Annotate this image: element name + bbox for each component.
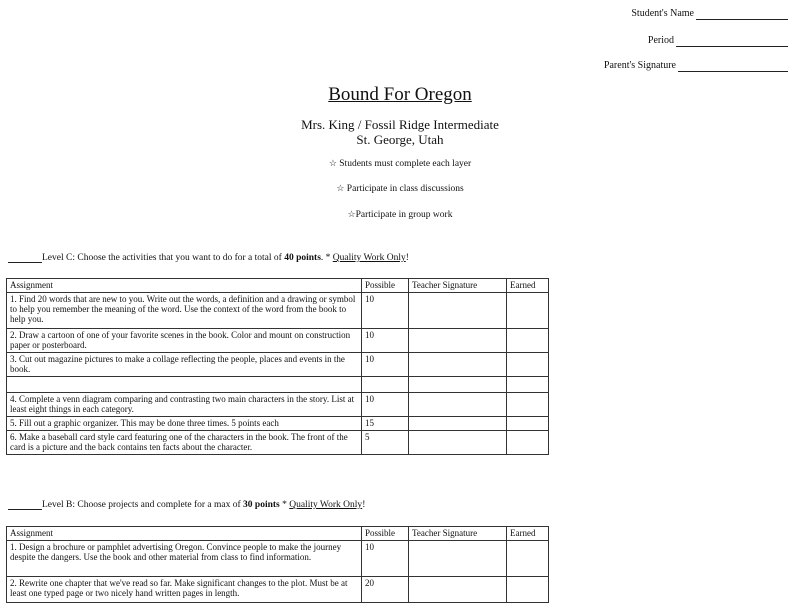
requirement-item bbox=[0, 183, 800, 194]
period-line[interactable] bbox=[676, 36, 788, 47]
level-b-points: 30 points bbox=[243, 500, 280, 510]
table-row bbox=[7, 377, 549, 393]
teacher-signature-cell[interactable] bbox=[409, 431, 507, 455]
requirement-item bbox=[0, 209, 800, 220]
teacher-signature-cell[interactable] bbox=[409, 377, 507, 393]
header-assignment: Assignment bbox=[7, 527, 362, 541]
level-b-checkbox-line[interactable] bbox=[8, 500, 42, 510]
earned-cell[interactable] bbox=[507, 329, 549, 353]
star-outline-icon: ☆ bbox=[347, 209, 356, 219]
teacher-signature-cell[interactable] bbox=[409, 329, 507, 353]
possible-cell: 10 bbox=[362, 293, 409, 329]
level-c-table bbox=[6, 278, 549, 455]
level-b-end: ! bbox=[362, 500, 366, 510]
student-name-label: Student's Name bbox=[631, 8, 694, 19]
table-header-row bbox=[7, 527, 549, 541]
earned-cell[interactable] bbox=[507, 377, 549, 393]
earned-cell[interactable] bbox=[507, 393, 549, 417]
possible-cell: 20 bbox=[362, 577, 409, 603]
table-row bbox=[7, 353, 549, 377]
assignment-cell: 2. Draw a cartoon of one of your favorite scenes in the book. Color and mount on construction paper or posterboard. bbox=[7, 329, 362, 353]
earned-cell[interactable] bbox=[507, 431, 549, 455]
assignment-cell: 1. Design a brochure or pamphlet advertising Oregon. Convince people to make the journey despite the dangers. Use the book and other material from class to find information. bbox=[7, 541, 362, 577]
star-outline-icon: ☆ bbox=[328, 158, 337, 168]
location-line: St. George, Utah bbox=[356, 132, 444, 147]
earned-cell[interactable] bbox=[507, 417, 549, 431]
parent-signature-line[interactable] bbox=[678, 61, 788, 72]
requirement-text: Students must complete each layer bbox=[339, 159, 472, 169]
parent-signature-label: Parent's Signature bbox=[603, 60, 676, 71]
possible-cell: 10 bbox=[362, 329, 409, 353]
header-earned: Earned bbox=[507, 279, 549, 293]
table-header-row bbox=[7, 279, 549, 293]
assignment-cell: 2. Rewrite one chapter that we've read so far. Make significant changes to the plot. Must be at least one typed page or two nicely hand written pages in length. bbox=[7, 577, 362, 603]
possible-cell: 10 bbox=[362, 353, 409, 377]
header-earned: Earned bbox=[507, 527, 549, 541]
level-c-text-after: . * bbox=[320, 253, 333, 263]
teacher-signature-cell[interactable] bbox=[409, 293, 507, 329]
level-c-end: ! bbox=[405, 253, 409, 263]
assignment-cell bbox=[7, 377, 362, 393]
header-possible: Possible bbox=[362, 527, 409, 541]
table-row bbox=[7, 431, 549, 455]
earned-cell[interactable] bbox=[507, 293, 549, 329]
parent-signature-field[interactable] bbox=[604, 60, 788, 72]
teacher-signature-cell[interactable] bbox=[409, 577, 507, 603]
table-row bbox=[7, 577, 549, 603]
requirement-item bbox=[0, 158, 800, 169]
assignment-cell: 6. Make a baseball card style card featuring one of the characters in the book. The front of the card is a picture and the back contains ten facts about the character. bbox=[7, 431, 362, 455]
assignment-cell: 1. Find 20 words that are new to you. Write out the words, a definition and a drawing or symbol to help you remember the meaning of the word. Use the context of the word from the book to help you. bbox=[7, 293, 362, 329]
level-c-text: Level C: Choose the activities that you want to do for a total of bbox=[42, 253, 285, 263]
level-b-text-after: * bbox=[279, 500, 290, 510]
level-b-table bbox=[6, 526, 549, 603]
level-c-checkbox-line[interactable] bbox=[8, 253, 42, 263]
requirement-text: Participate in class discussions bbox=[346, 184, 464, 194]
assignment-cell: 3. Cut out magazine pictures to make a collage reflecting the people, places and events in the book. bbox=[7, 353, 362, 377]
possible-cell: 10 bbox=[362, 541, 409, 577]
possible-cell bbox=[362, 377, 409, 393]
teacher-signature-cell[interactable] bbox=[409, 393, 507, 417]
possible-cell: 10 bbox=[362, 393, 409, 417]
table-row bbox=[7, 329, 549, 353]
header-teacher-signature: Teacher Signature bbox=[409, 279, 507, 293]
possible-cell: 15 bbox=[362, 417, 409, 431]
student-name-line[interactable] bbox=[696, 9, 788, 20]
table-row bbox=[7, 417, 549, 431]
level-c-points: 40 points bbox=[284, 253, 321, 263]
header-teacher-signature: Teacher Signature bbox=[409, 527, 507, 541]
period-label: Period bbox=[647, 35, 674, 46]
student-name-field[interactable] bbox=[631, 8, 788, 20]
level-b-instructions bbox=[8, 500, 365, 510]
teacher-line: Mrs. King / Fossil Ridge Intermediate bbox=[301, 117, 499, 132]
teacher-signature-cell[interactable] bbox=[409, 541, 507, 577]
possible-cell: 5 bbox=[362, 431, 409, 455]
assignment-cell: 5. Fill out a graphic organizer. This may be done three times. 5 points each bbox=[7, 417, 362, 431]
table-row bbox=[7, 393, 549, 417]
document-title: Bound For Oregon bbox=[328, 84, 472, 105]
teacher-signature-cell[interactable] bbox=[409, 417, 507, 431]
teacher-info bbox=[0, 117, 800, 147]
teacher-signature-cell[interactable] bbox=[409, 353, 507, 377]
requirement-text: Participate in group work bbox=[355, 210, 453, 220]
table-row bbox=[7, 293, 549, 329]
star-outline-icon: ☆ bbox=[336, 183, 345, 193]
earned-cell[interactable] bbox=[507, 577, 549, 603]
level-b-quality-note: Quality Work Only bbox=[289, 500, 363, 510]
header-assignment: Assignment bbox=[7, 279, 362, 293]
level-c-instructions bbox=[8, 253, 409, 263]
level-c-quality-note: Quality Work Only bbox=[332, 253, 406, 263]
period-field[interactable] bbox=[648, 35, 788, 47]
table-row bbox=[7, 541, 549, 577]
earned-cell[interactable] bbox=[507, 353, 549, 377]
earned-cell[interactable] bbox=[507, 541, 549, 577]
level-b-text: Level B: Choose projects and complete for a max of bbox=[42, 500, 244, 510]
assignment-cell: 4. Complete a venn diagram comparing and contrasting two main characters in the story. List at least eight things in each category. bbox=[7, 393, 362, 417]
header-possible: Possible bbox=[362, 279, 409, 293]
